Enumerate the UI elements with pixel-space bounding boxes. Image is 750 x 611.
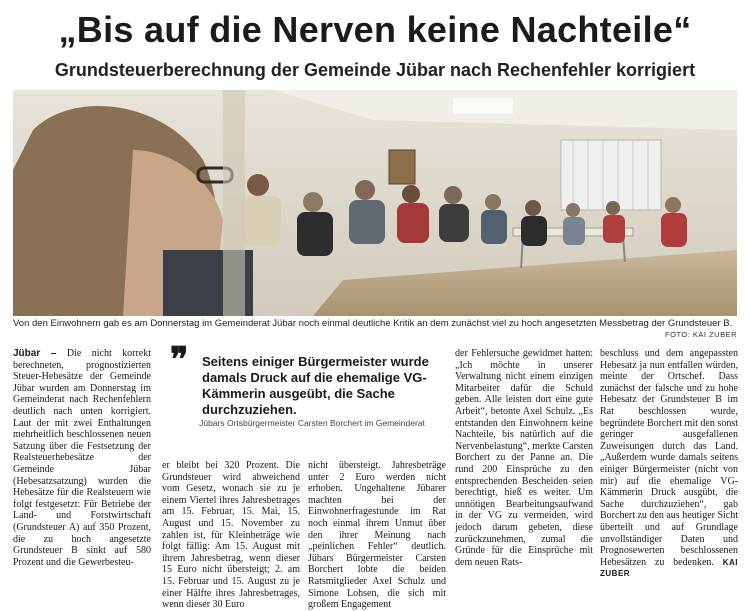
column-4-text: der Fehlersuche gewidmet hatten: „Ich möchte in unserer Verwaltung nicht einem einzigen Mitarbeiter dafür die Schuld geben. Alle leisten dort eine gute Arbeit“, betonte Axel Schulz. „Es entstanden den Einwohnern keine Nachteile, bis natürlich auf die Nervenbelastung“, merkte Carsten Borchert zu der Panne an. Die rund 200 Einsprüche zu den entsprechenden Bescheiden seien berechtigt, hieß es weiter. Um unnötigen Bearbeitungsaufwand in der VG zu vermeiden, wird jedoch darum gebeten, diese zurückzunehmen, zumal die Gründe für die Einsprüche mit dem neuen Rats- — [455, 348, 594, 568]
column-3-text: nicht übersteigt. Jahresbeträge unter 2 Euro werden nicht erhoben. Ungehaltene Jübarer machten bei der Einwohnerfragestunde im Rat noch einmal ihrem Unmut über den ihrer Meinung nach „peinlichen Fehler“ deutlich. Jübars Bürgermeister Carsten Borchert lobte die beiden Ratsmitglieder Axel Schulz und Simone Lohsen, die sich mit großem Engagement — [308, 460, 446, 611]
meeting-photo-illustration — [13, 90, 737, 316]
author-byline: KAI ZUBER — [600, 557, 738, 579]
column-2-text: er bleibt bei 320 Prozent. Die Grundsteuer wird abweichend vom Gesetz, wonach sie zu je einem Viertel ihres Jahresbetrages am 15. Februar, 15. Mai, 15. August und 15. November zu zahlen ist, für Kleinbeträge wie folgt fällig: Am 15. August mit ihrem Jahresbetrag, wenn dieser 15 Euro nicht übersteigt; 2. am 15. Februar und 15. August zu je einer Hälfte ihres Jahresbetrages, wenn dieser 30 Euro — [162, 460, 300, 611]
article-column-2 — [162, 460, 300, 611]
pull-quote-source: Jübars Ortsbürgermeister Carsten Borchert im Gemeinderat — [199, 418, 425, 428]
article-column-1 — [13, 348, 151, 568]
article-column-5 — [600, 348, 738, 580]
article-column-3 — [308, 460, 446, 611]
article-column-4 — [455, 348, 593, 568]
photo-caption: Von den Einwohnern gab es am Donnerstag im Gemeinderat Jübar noch einmal deutliche Kritik an dem zunächst viel zu hoch angesetzten Messbetrag der Grundsteuer B. — [13, 318, 733, 329]
column-1-text: Die nicht korrekt berechneten, prognostizierten Steuer-Hebesätze der Gemeinde Jübar wurden am Donnerstag im Gemeinderat nach Rechenfehlern deutlich nach unten korrigiert. Laut der mit zwei Enthaltungen mehrheitlich beschlossenen neuen Satzung über die Festsetzung der Realsteuerhebesätze der Gemeinde Jübar (Hebesatzsatzung) wurden die Hebesätze für die Realsteuern wie folgt festgesetzt: Für Betriebe der Land- und Forstwirtschaft (Grundsteuer A) auf 350 Prozent, die zu hoch angesetzte Grundsteuer B sinkt auf 580 Prozent und die Gewerbesteu- — [13, 348, 152, 568]
subheadline: Grundsteuerberechnung der Gemeinde Jübar nach Rechenfehler korrigiert — [54, 60, 696, 80]
headline: „Bis auf die Nerven keine Nachteile“ — [58, 9, 692, 50]
quote-mark-icon: ❞ — [170, 342, 189, 379]
meeting-photo — [13, 90, 737, 316]
dateline: Jübar – — [13, 348, 57, 359]
pull-quote — [162, 342, 447, 440]
column-5-text: beschluss und dem angepassten Hebesatz ja nun entfallen würden, meinte der Ortschef. Dass zunächst der falsche und zu hohe Hebesatz der Grundsteuer B im Rat beschlossen wurde, begründete Borchert mit den sonst geringer ausgefallenen Zuweisungen durch das Land. „Außerdem wurde damals seitens einiger Bürgermeister (nicht von mir) auf die ehemalige VG-Kämmerin Druck ausgübt, die Sache durchzuziehen“, gab Borchert zu den aus heutiger Sicht überteilt und auf Grundlage unvollständiger Daten und Prognosewerten beschlossenen Hebesätzen zu bedenken. — [600, 348, 739, 568]
pull-quote-text: Seitens einiger Bürgermeister wurde damals Druck auf die ehemalige VG-Kämmerin ausgeübt, die Sache durchzuziehen. — [202, 354, 429, 417]
photo-credit: FOTO: KAI ZUBER — [665, 330, 737, 339]
